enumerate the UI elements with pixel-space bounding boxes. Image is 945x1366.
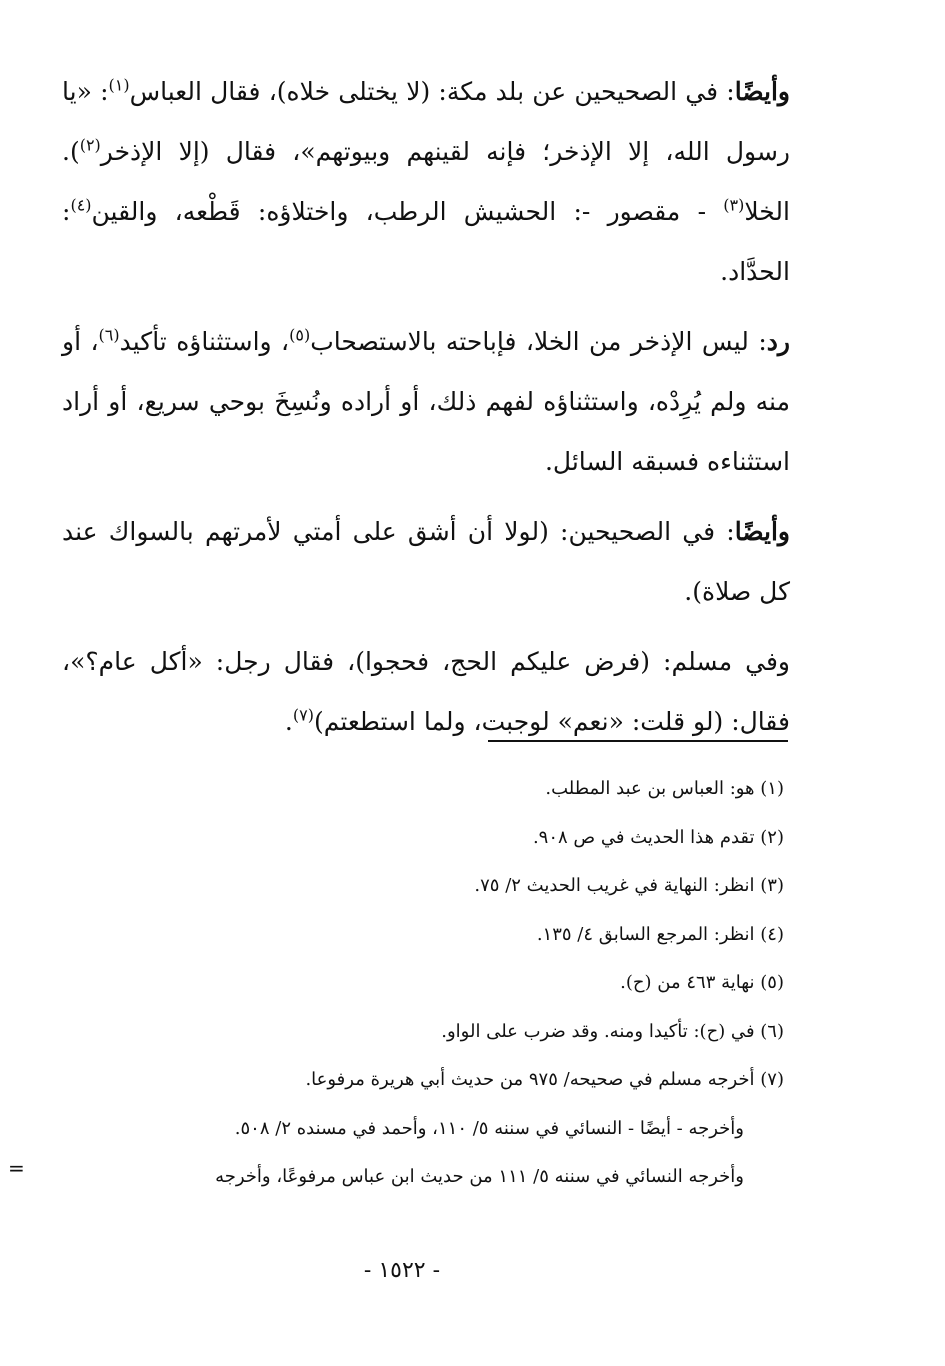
- footnote-ref: (٦): [98, 325, 120, 345]
- paragraph-lead: وأيضًا: [734, 77, 790, 106]
- footnote-ref: (٤): [70, 195, 92, 215]
- footnote-ref: (١): [108, 75, 130, 95]
- footnote-ref: (٣): [723, 195, 745, 215]
- paragraph-3: [62, 502, 790, 622]
- footnote-7: (٧) أخرجه مسلم في صحيحه/ ٩٧٥ من حديث أبي هريرة مرفوعا.: [305, 1069, 784, 1090]
- footnotes: [62, 765, 784, 1202]
- continuation-marker: =: [8, 1156, 25, 1180]
- paragraph-2: [62, 312, 790, 492]
- main-text: [62, 62, 790, 752]
- paragraph-text: - مقصور -: الحشيش الرطب، واختلاؤه: قَطْعه، والقين: [91, 197, 724, 226]
- paragraph-text: وفي مسلم: (فرض عليكم الحج، فحجوا)، فقال رجل: «أكل عام؟»، فقال: (لو قلت: «نعم» لوجبت، ولما استطعتم): [62, 647, 790, 736]
- paragraph-text: ، واستثناؤه تأكيد: [119, 327, 290, 356]
- paragraph-text: : «يا رسول الله، إلا الإذخر؛ فإنه لقينهم وبيوتهم»، فقال (إلا الإذخر: [62, 77, 790, 166]
- paragraph-4: [62, 632, 790, 752]
- footnote-6: (٦) في (ح): تأكيدا ومنه. وقد ضرب على الواو.: [441, 1020, 784, 1042]
- footnote-1: (١) هو: العباس بن عبد المطلب.: [545, 778, 784, 799]
- footnote-3: (٣) انظر: النهاية في غريب الحديث ٢/ ٧٥.: [474, 875, 784, 896]
- paragraph-text: : في الصحيحين عن بلد مكة: (لا يختلى خلاه)، فقال العباس: [129, 77, 735, 106]
- footnote-ref: (٥): [289, 325, 311, 345]
- footnote-ref: (٧): [292, 705, 314, 725]
- paragraph-text: : في الصحيحين: (لولا أن أشق على أمتي لأمرتهم بالسواك عند كل صلاة).: [62, 517, 790, 606]
- paragraph-text: ، أو منه ولم يُرِدْه، واستثناؤه لفهم ذلك، أو أراده ونُسِخَ بوحي سريع، أو أراد استثناءه فسبقه السائل.: [62, 327, 790, 476]
- paragraph-1: [62, 62, 790, 302]
- footnote-5: (٥) نهاية ٤٦٣ من (ح).: [620, 972, 784, 993]
- paragraph-text: : ليس الإذخر من الخلا، فإباحته بالاستصحاب: [310, 327, 767, 356]
- footnote-2: (٢) تقدم هذا الحديث في ص ٩٠٨.: [532, 826, 784, 848]
- page-number: - ١٥٢٢ -: [363, 1258, 441, 1283]
- footnote-4: (٤) انظر: المرجع السابق ٤/ ١٣٥.: [536, 923, 784, 945]
- paragraph-text: .: [284, 707, 293, 736]
- paragraph-text: ). الخلا: [62, 137, 790, 226]
- footnote-7-continued: وأخرجه النسائي في سننه ٥/ ١١١ من حديث ابن عباس مرفوعًا، وأخرجه: [215, 1166, 744, 1187]
- footnote-ref: (٢): [79, 135, 101, 155]
- footnote-7-continued: وأخرجه - أيضًا - النسائي في سننه ٥/ ١١٠، وأحمد في مسنده ٢/ ٥٠٨.: [234, 1117, 744, 1139]
- footnote-separator: [488, 740, 788, 742]
- paragraph-lead: وأيضًا: [734, 517, 790, 546]
- paragraph-text: : الحدَّاد.: [62, 197, 790, 286]
- paragraph-lead: رد: [766, 327, 790, 356]
